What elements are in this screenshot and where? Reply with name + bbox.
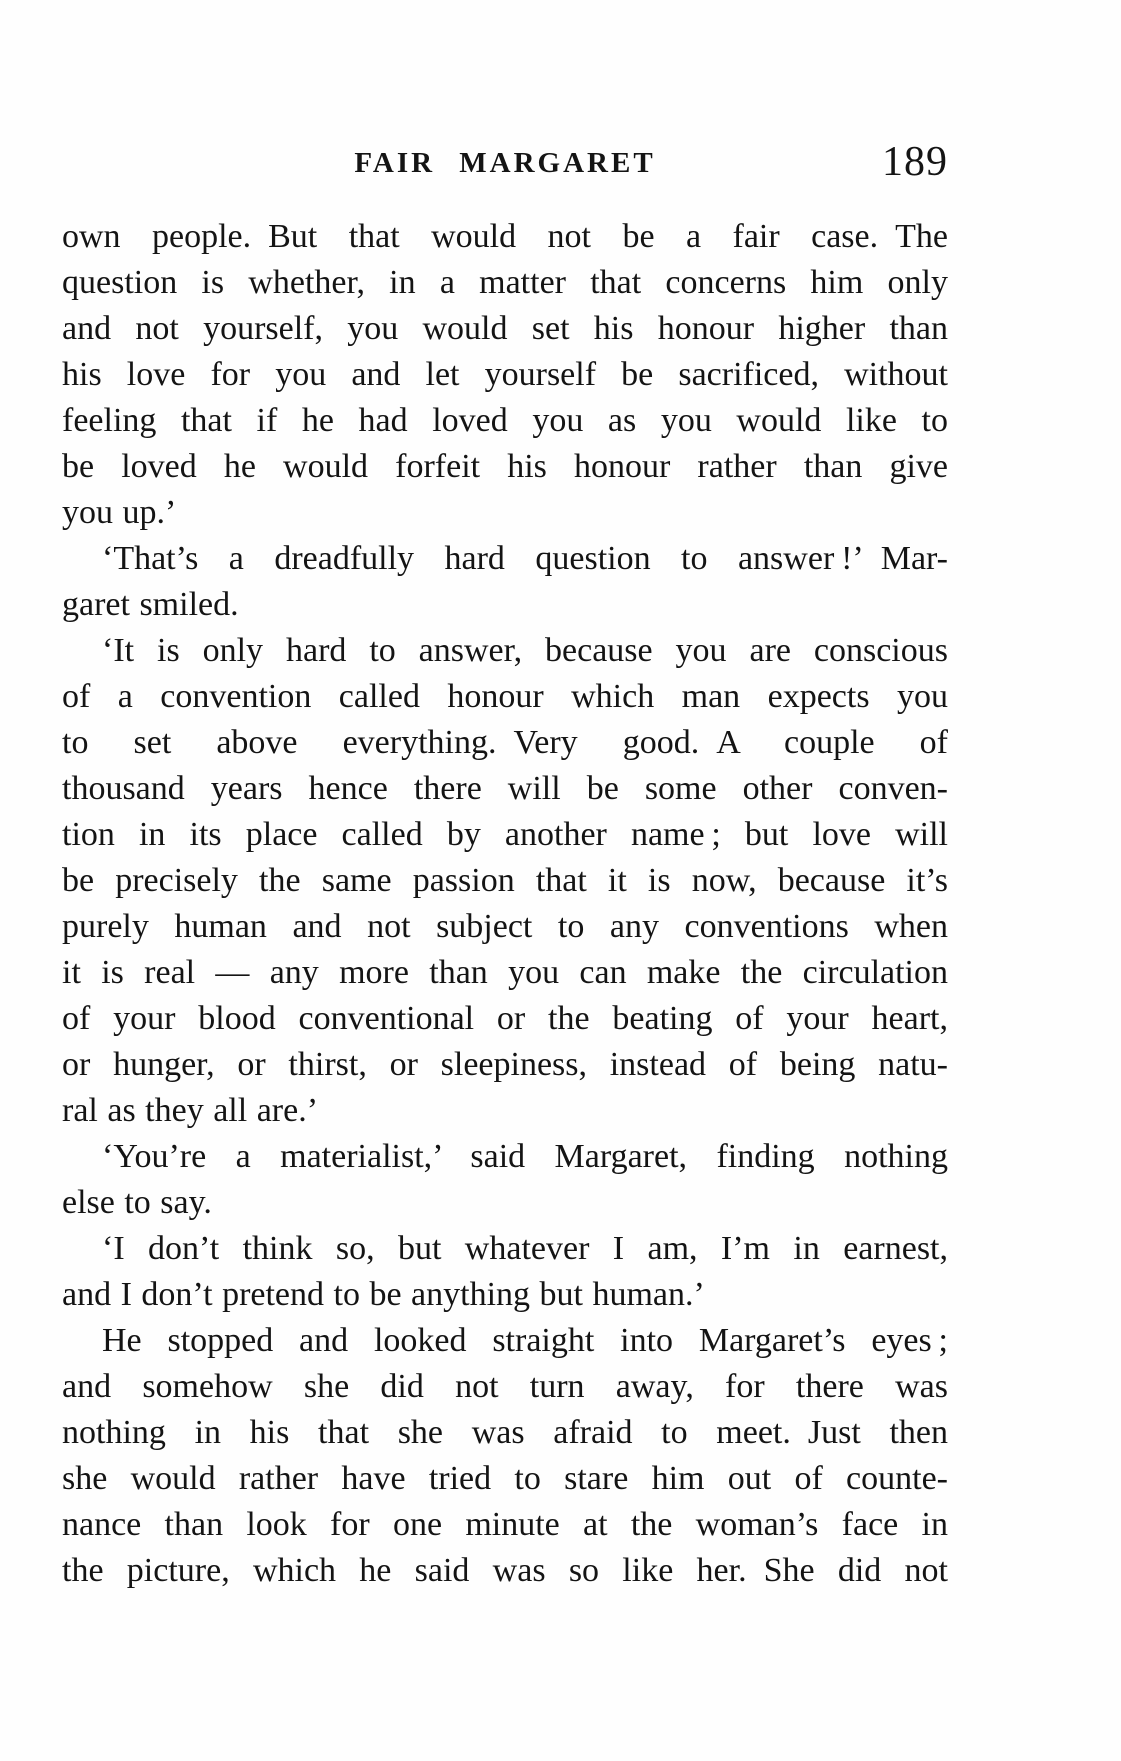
text-line: purely human and not subject to any conventions when — [62, 908, 948, 945]
text-line: tion in its place called by another name ; but love will — [62, 816, 948, 853]
text-line: you up.’ — [62, 494, 177, 531]
text-line: feeling that if he had loved you as you would like to — [62, 402, 948, 439]
text-line: of your blood conventional or the beating of your heart, — [62, 1000, 948, 1037]
text-line: garet smiled. — [62, 586, 239, 623]
text-line: the picture, which he said was so like her. She did not — [62, 1552, 948, 1589]
text-line: his love for you and let yourself be sacrificed, without — [62, 356, 948, 393]
text-line: or hunger, or thirst, or sleepiness, instead of being natu- — [62, 1046, 948, 1083]
text-line: own people. But that would not be a fair case. The — [62, 218, 948, 255]
running-title: FAIR MARGARET — [354, 147, 656, 179]
text-line: be loved he would forfeit his honour rather than give — [62, 448, 948, 485]
text-line: He stopped and looked straight into Margaret’s eyes ; — [102, 1322, 948, 1359]
text-line: be precisely the same passion that it is now, because it’s — [62, 862, 948, 899]
page-text — [62, 214, 948, 1594]
text-line: else to say. — [62, 1184, 212, 1221]
page-header — [62, 128, 948, 185]
text-line: ‘You’re a materialist,’ said Margaret, finding nothing — [102, 1138, 948, 1175]
text-line: question is whether, in a matter that concerns him only — [62, 264, 948, 301]
text-block — [62, 128, 948, 1594]
text-line: it is real — any more than you can make the circulation — [62, 954, 948, 991]
text-line: to set above everything. Very good. A couple of — [62, 724, 948, 761]
text-line: ral as they all are.’ — [62, 1092, 319, 1129]
text-line: ‘That’s a dreadfully hard question to answer !’ Mar- — [102, 540, 948, 577]
page-number: 189 — [882, 139, 948, 185]
text-line: and somehow she did not turn away, for there was — [62, 1368, 948, 1405]
text-line: nothing in his that she was afraid to meet. Just then — [62, 1414, 948, 1451]
text-line: nance than look for one minute at the woman’s face in — [62, 1506, 948, 1543]
text-line: of a convention called honour which man expects you — [62, 678, 948, 715]
text-line: and I don’t pretend to be anything but human.’ — [62, 1276, 705, 1313]
text-line: ‘I don’t think so, but whatever I am, I’m in earnest, — [102, 1230, 948, 1267]
text-line: ‘It is only hard to answer, because you are conscious — [102, 632, 948, 669]
text-line: and not yourself, you would set his honour higher than — [62, 310, 948, 347]
text-line: she would rather have tried to stare him out of counte- — [62, 1460, 948, 1497]
text-line: thousand years hence there will be some other conven- — [62, 770, 948, 807]
